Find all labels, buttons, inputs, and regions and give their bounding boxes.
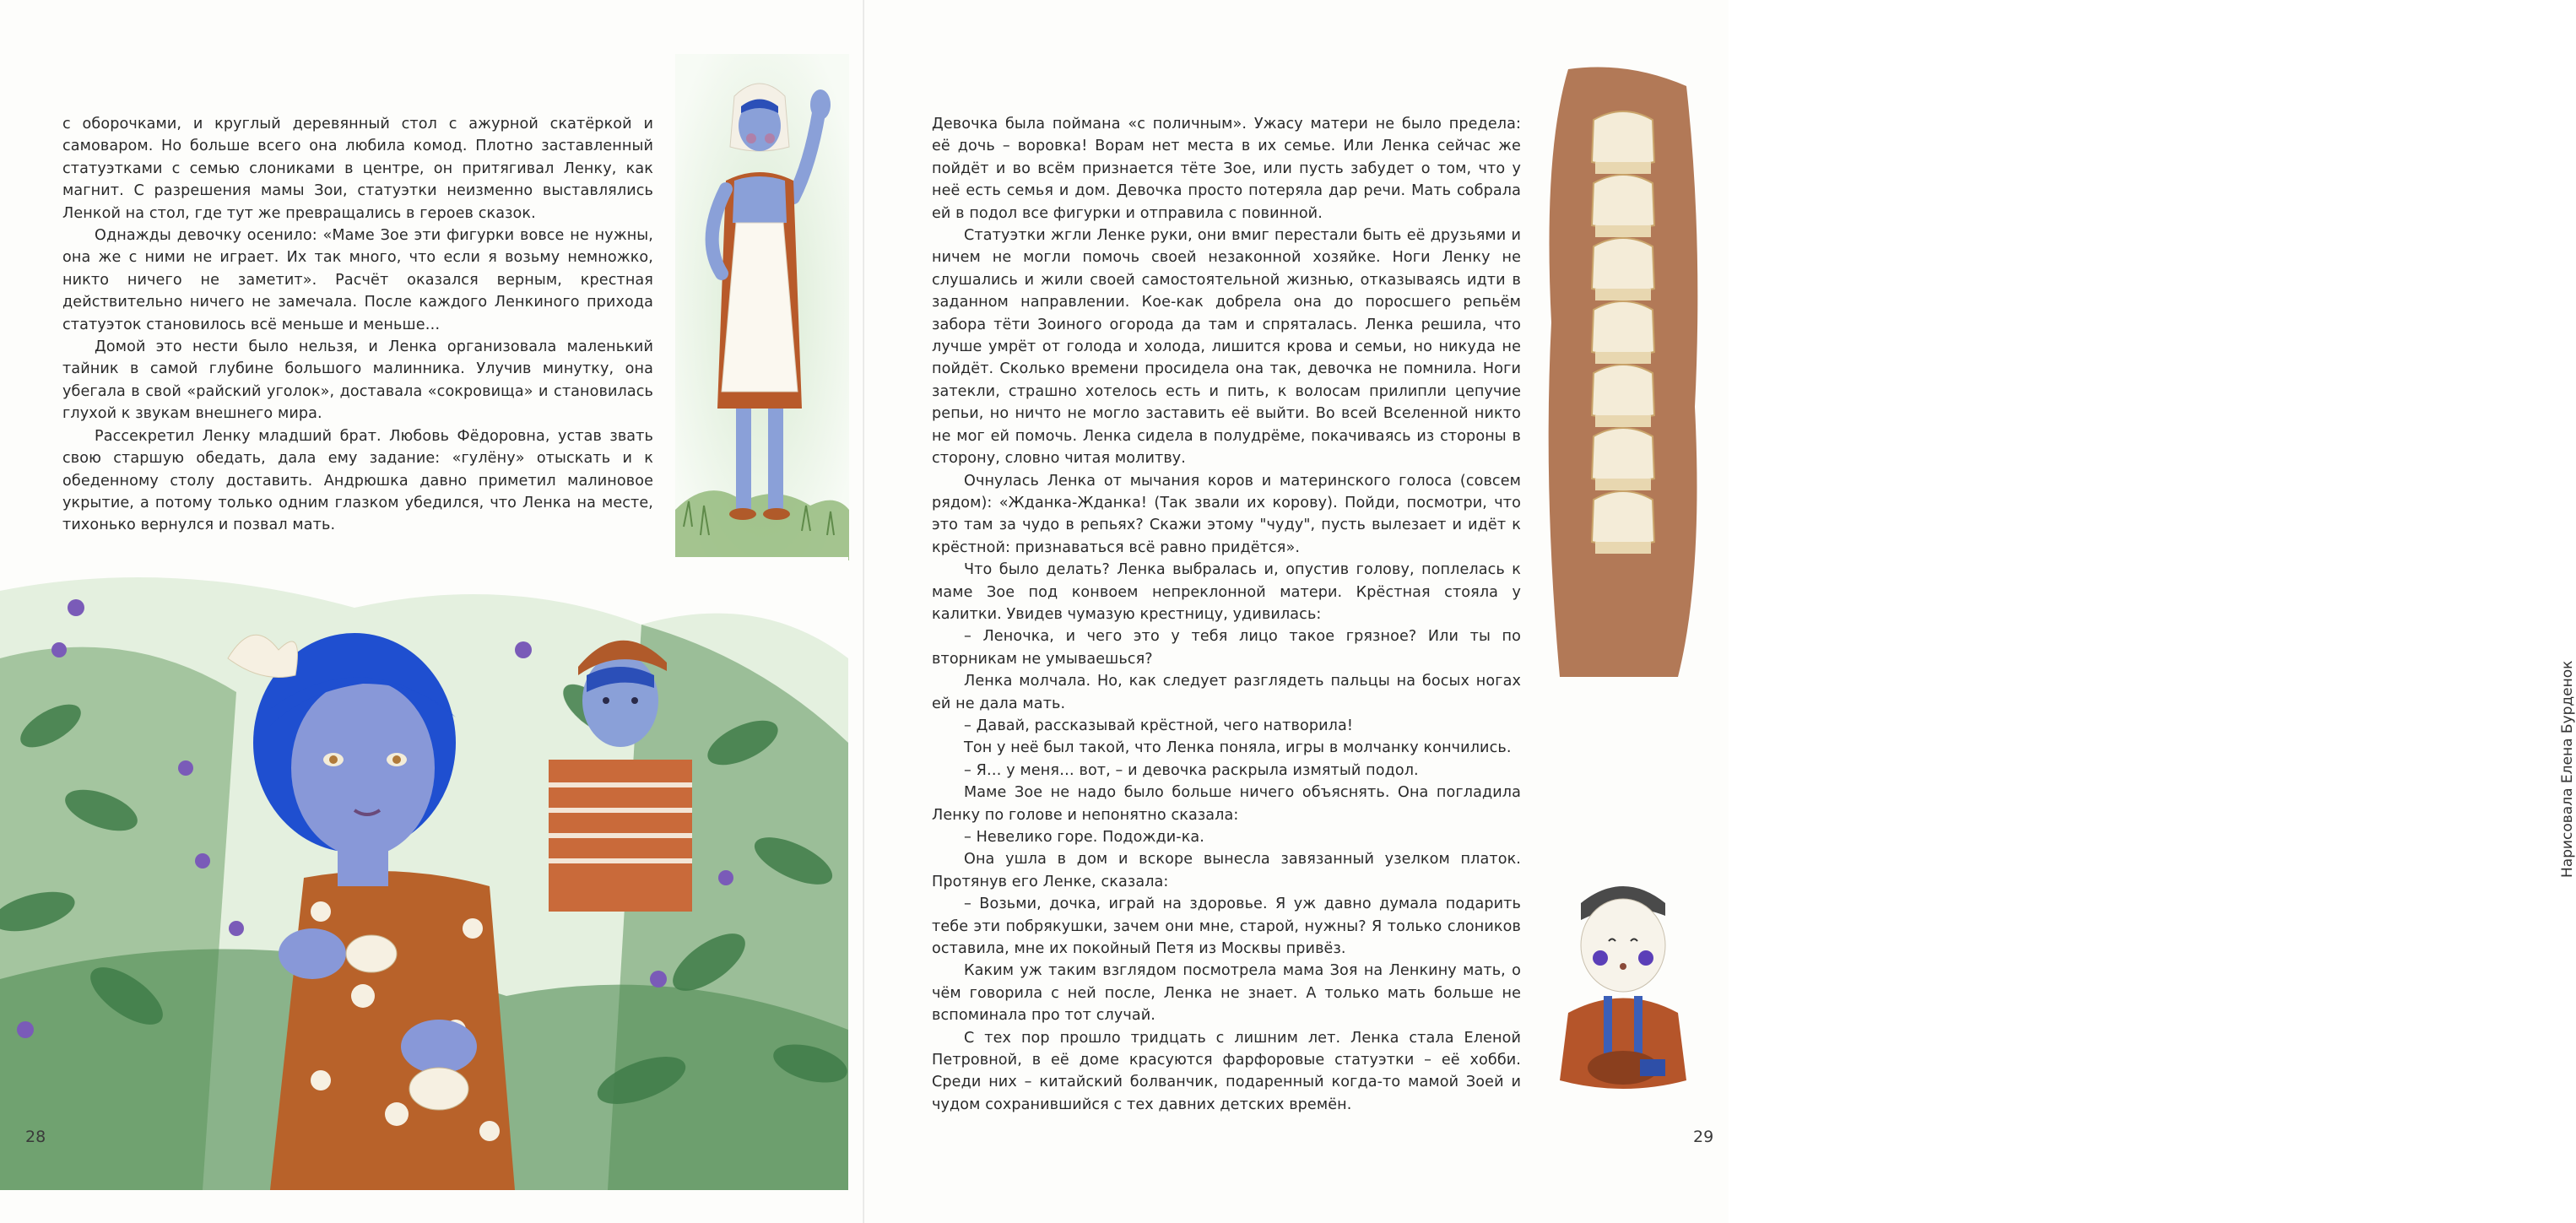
woman-in-apron-illustration bbox=[675, 54, 849, 560]
paragraph: Тон у неё был такой, что Ленка поняла, игры в молчанку кончились. bbox=[964, 739, 1512, 757]
children-in-raspberry-bushes-illustration bbox=[0, 557, 848, 1190]
page-number: 29 bbox=[1693, 1128, 1714, 1146]
left-page-text bbox=[62, 113, 653, 537]
seven-elephants-illustration bbox=[1543, 69, 1702, 677]
paragraph: – Невелико горе. Подожди-ка. bbox=[964, 829, 1205, 846]
paragraph: Статуэтки жгли Ленке руки, они вмиг перестали быть её друзьями и ничем не могли помочь своей незаконной хозяйке. Ноги Ленку не слушались и жили своей самостоятельной жизнью, отказываясь идти в заданном направлении. Кое-как добрела она до поросшего репьём забора тёти Зоиного огорода да там и спряталась. Ленка решила, что лучше умрёт от голода и холода, лишится крова и семьи, но никуда не пойдёт. Сколько времени просидела она так, девочка не помнила. Ноги затекли, страшно хотелось есть и пить, к волосам прилипли цепучие репьи, но ничто не могло заставить её выйти. Во всей Вселенной никто не мог ей помочь. Ленка сидела в полудрёме, покачиваясь из стороны в сторону, словно читая молитву. bbox=[932, 227, 1521, 468]
paragraph: – Я… у меня… вот, – и девочка раскрыла измятый подол. bbox=[964, 761, 1419, 779]
left-page bbox=[0, 0, 864, 1223]
paragraph: С тех пор прошло тридцать с лишним лет. Ленка стала Еленой Петровной, в её доме красуются фарфоровые статуэтки – её хобби. Среди них – китайский болванчик, подаренный когда-то мамой Зоей и чудом сохранившийся с тех давних детских времён. bbox=[932, 1029, 1521, 1113]
paragraph: с оборочками, и круглый деревянный стол с ажурной скатёркой и самоваром. Но больше всего она любила комод. Плотно заставленный статуэтками с семью слониками в центре, он притягивал Ленку, как магнит. С разрешения мамы Зои, статуэтки неизменно выставлялись Ленкой на стол, где тут же превращались в героев сказок. bbox=[62, 116, 653, 222]
paragraph: Девочка была поймана «с поличным». Ужасу матери не было предела: её дочь – воровка! Ворам нет места в их семье. Или Ленка сейчас же пойдёт и во всём признается тёте Зое, или пусть забудет о том, что у неё есть семья и дом. Девочка просто потеряла дар речи. Мать собрала ей в подол все фигурки и отправила с повинной. bbox=[932, 116, 1521, 222]
paragraph: – Леночка, и чего это у тебя лицо такое грязное? Или ты по вторникам не умываешься? bbox=[932, 628, 1521, 668]
illustration-credit: Нарисовала Елена Бурденок bbox=[2559, 660, 2576, 878]
paragraph: Она ушла в дом и вскоре вынесла завязанный узелком платок. Протянув его Ленке, сказала: bbox=[932, 851, 1521, 890]
right-page bbox=[864, 0, 2576, 1223]
paragraph: Рассекретил Ленку младший брат. Любовь Фёдоровна, устав звать свою старшую обедать, дала ему задание: «гулёну» отыскать и к обеденному столу доставить. Андрюшка давно приметил малиновое укрытие, а потому только одним глазком убедился, что Ленка на месте, тихонько вернулся и позвал мать. bbox=[62, 427, 653, 534]
paragraph: Что было делать? Ленка выбралась и, опустив голову, поплелась к маме Зое под конвоем непреклонной матери. Крёстная стояла у калитки. Увидев чумазую крестницу, удивилась: bbox=[932, 561, 1521, 623]
paragraph: Маме Зое не надо было больше ничего объяснять. Она погладила Ленку по голове и непонятно сказала: bbox=[932, 784, 1521, 824]
paragraph: Домой это нести было нельзя, и Ленка организовала маленький тайник в самой глубине большого малинника. Улучив минутку, она убегала в свой «райский уголок», доставала «сокровища» и становилась глухой к звукам внешнего мира. bbox=[62, 338, 653, 423]
paragraph: Ленка молчала. Но, как следует разглядеть пальцы на босых ногах ей не дала мать. bbox=[932, 673, 1521, 712]
page-number: 28 bbox=[25, 1128, 46, 1146]
right-page-text bbox=[932, 113, 1521, 1116]
paragraph: – Давай, рассказывай крёстной, чего натворила! bbox=[964, 717, 1354, 734]
paragraph: Каким уж таким взглядом посмотрела мама Зоя на Ленкину мать, о чём говорила с ней после, Ленка не знает. А только мать больше не вспоминала про тот случай. bbox=[932, 962, 1521, 1025]
chinese-bobblehead-doll-illustration bbox=[1551, 869, 1695, 1106]
paragraph: Очнулась Ленка от мычания коров и материнского голоса (совсем рядом): «Жданка-Жданка! (Так звали их корову). Пойди, посмотри, что это там за чудо в репьях? Скажи этому "чуду", пусть вылезает и идёт к крёстной: признаваться всё равно придётся». bbox=[932, 472, 1521, 556]
paragraph: – Возьми, дочка, играй на здоровье. Я уж давно думала подарить тебе эти побрякушки, зачем они мне, старой, нужны? Я только слоников оставила, мне их покойный Петя из Москвы привёз. bbox=[932, 896, 1521, 958]
paragraph: Однажды девочку осенило: «Маме Зое эти фигурки вовсе не нужны, она же с ними не играет. Их так много, что если я возьму немножко, никто ничего не заметит». Расчёт оказался верным, крестная действительно ничего не замечала. После каждого Ленкиного прихода статуэток становилось всё меньше и меньше… bbox=[62, 227, 653, 333]
